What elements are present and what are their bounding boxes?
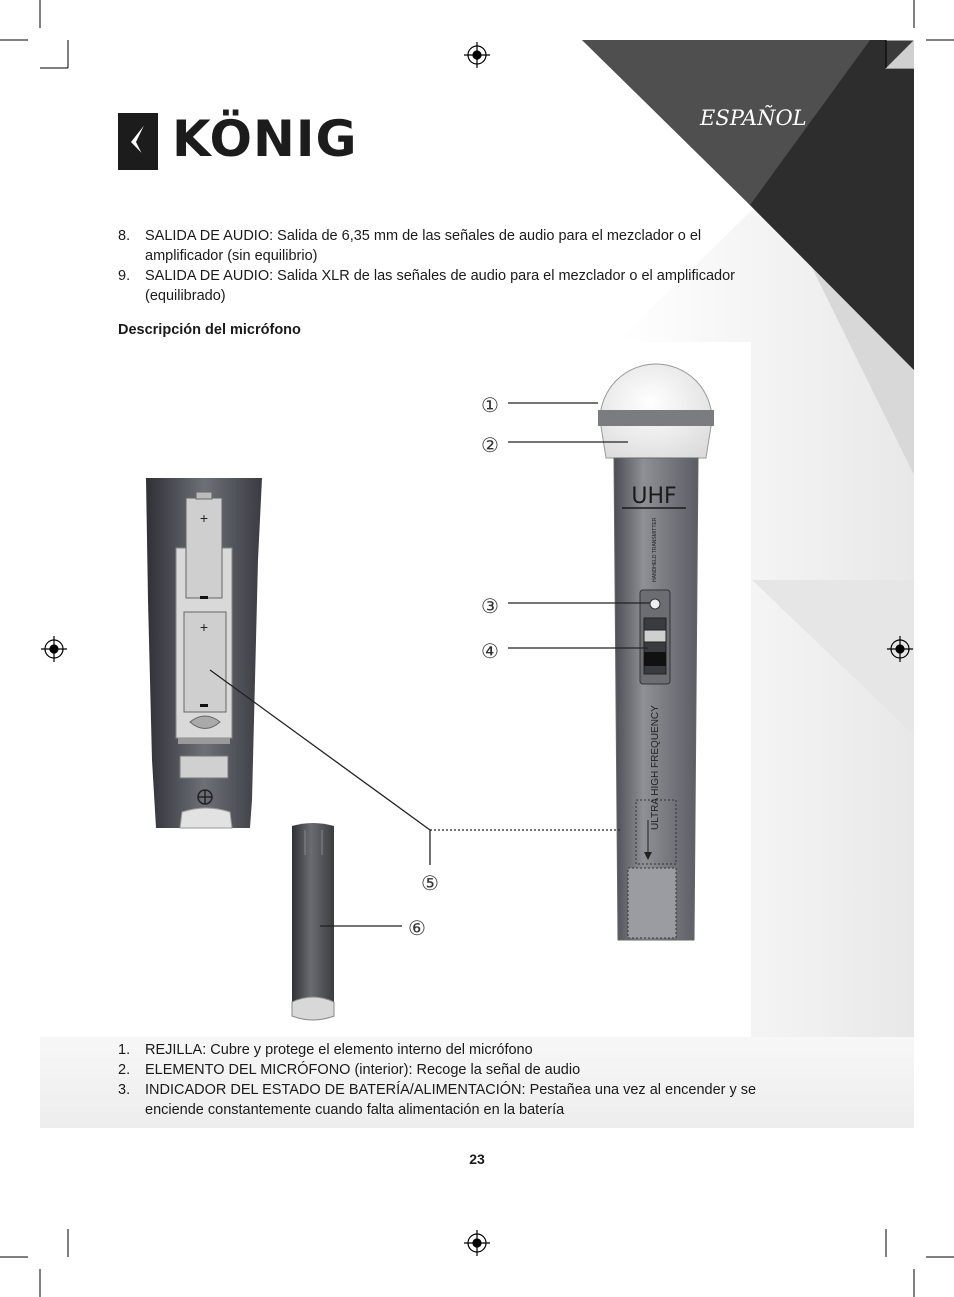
callout-3: ③ [481, 594, 499, 618]
bottom-list [118, 1040, 778, 1120]
section-title: Descripción del micrófono [118, 322, 301, 338]
power-indicator-led [650, 599, 660, 609]
callout-5: ⑤ [421, 871, 439, 895]
callout-6: ⑥ [408, 916, 426, 940]
grille-band [598, 410, 714, 426]
brand-name: KÖNIG [172, 110, 358, 168]
list-item-text: ELEMENTO DEL MICRÓFONO (interior): Recoge la señal de audio [145, 1062, 581, 1078]
list-item [118, 266, 778, 306]
language-label: ESPAÑOL [700, 106, 807, 130]
list-item-number: 3. [118, 1082, 131, 1098]
list-item [118, 1060, 778, 1080]
list-item-text: SALIDA DE AUDIO: Salida de 6,35 mm de las señales de audio para el mezclador o el amplificador (sin equilibrio) [145, 228, 702, 264]
list-item-text: SALIDA DE AUDIO: Salida XLR de las señales de audio para el mezclador o el amplificador (equilibrado) [145, 268, 735, 304]
list-item-number: 9. [118, 268, 131, 284]
callout-4: ④ [481, 639, 499, 663]
callout-2: ② [481, 433, 499, 457]
transmitter-back-view [146, 478, 262, 828]
list-item-number: 2. [118, 1062, 131, 1078]
side-label: ULTRA HIGH FREQUENCY [650, 705, 661, 830]
top-list [118, 226, 778, 306]
list-item [118, 1080, 778, 1120]
battery-plus-bottom: + [199, 619, 209, 635]
handheld-transmitter-label: HANDHELD TRANSMITTER [652, 517, 658, 582]
list-item [118, 226, 778, 266]
list-item-number: 1. [118, 1042, 131, 1058]
list-item-number: 8. [118, 228, 131, 244]
list-item-text: REJILLA: Cubre y protege el elemento interno del micrófono [145, 1042, 533, 1058]
callout-1: ① [481, 393, 499, 417]
battery-plus-top: + [199, 510, 209, 526]
battery-cover-tube [292, 823, 334, 1020]
list-item [118, 1040, 778, 1060]
power-switch [644, 630, 666, 642]
konig-logo-mark [118, 113, 158, 170]
page-number: 23 [469, 1151, 485, 1167]
list-item-text: INDICADOR DEL ESTADO DE BATERÍA/ALIMENTACIÓN: Pestañea una vez al encender y se enciende constantemente cuando falta alimentación en la batería [145, 1082, 757, 1118]
uhf-label: UHF [631, 484, 677, 509]
